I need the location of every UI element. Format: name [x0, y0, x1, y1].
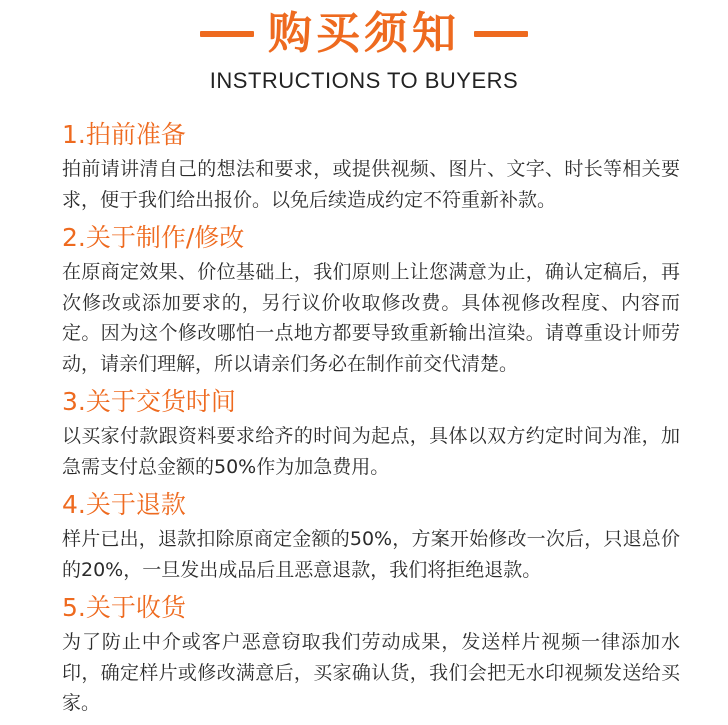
page-subtitle: INSTRUCTIONS TO BUYERS — [209, 68, 519, 93]
section-body: 样片已出，退款扣除原商定金额的50%，方案开始修改一次后，只退总价的20%，一旦发出成品后且恶意退款，我们将拒绝退款。 — [62, 528, 680, 581]
section-refund — [62, 488, 680, 585]
section-delivery-time — [62, 385, 680, 482]
section-body: 拍前请讲清自己的想法和要求，或提供视频、图片、文字、时长等相关要求，便于我们给出报价。以免后续造成约定不符重新补款。 — [62, 158, 680, 211]
section-production-revision — [62, 221, 680, 379]
page-header — [0, 0, 728, 105]
section-body: 在原商定效果、价位基础上，我们原则上让您满意为止，确认定稿后，再次修改或添加要求的，另行议价收取修改费。具体视修改程度、内容而定。因为这个修改哪怕一点地方都要导致重新输出渲染。请尊重设计师劳动，请亲们理解，所以请亲们务必在制作前交代清楚。 — [62, 261, 680, 375]
page-title: 购买须知 — [268, 8, 460, 59]
section-body: 以买家付款跟资料要求给齐的时间为起点，具体以双方约定时间为准，加急需支付总金额的50%作为加急费用。 — [62, 425, 680, 478]
section-preparation — [62, 118, 680, 215]
section-receipt — [62, 591, 680, 719]
title-row — [0, 6, 728, 62]
section-title: 4.关于退款 — [62, 490, 186, 519]
section-title: 1.拍前准备 — [62, 120, 186, 149]
section-title: 5.关于收货 — [62, 593, 186, 622]
section-title: 3.关于交货时间 — [62, 387, 236, 416]
title-left-dash — [200, 31, 254, 37]
section-title: 2.关于制作/修改 — [62, 223, 245, 252]
instructions-content — [62, 118, 680, 725]
section-body: 为了防止中介或客户恶意窃取我们劳动成果，发送样片视频一律添加水印，确定样片或修改满意后，买家确认货，我们会把无水印视频发送给买家。 — [62, 631, 680, 714]
title-right-dash — [474, 31, 528, 37]
